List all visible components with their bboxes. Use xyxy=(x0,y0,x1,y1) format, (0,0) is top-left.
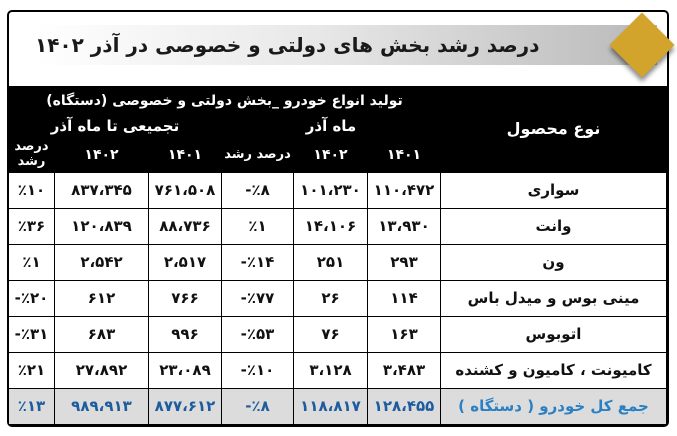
month-1401-cell: ۲۹۳ xyxy=(390,253,418,271)
product-cell: کامیونت ، کامیون و کشنده xyxy=(441,352,667,388)
table-header xyxy=(8,86,666,172)
page-frame xyxy=(7,10,669,427)
month-growth-cell: -٪۸ xyxy=(245,181,270,199)
col-header-month-growth: درصد رشد xyxy=(222,139,294,172)
table-row xyxy=(8,172,666,208)
table-row xyxy=(8,208,666,244)
table-body xyxy=(8,172,666,424)
title-bar xyxy=(35,25,657,65)
month-1401-cell: ۱۱۴ xyxy=(390,289,418,307)
table-row xyxy=(8,280,666,316)
total-month-1401-cell: ۱۲۸،۴۵۵ xyxy=(373,397,435,415)
cum-growth-cell: ٪۱۰ xyxy=(17,181,46,199)
month-1401-cell: ۱۳،۹۳۰ xyxy=(378,217,430,235)
cum-1401-cell: ۹۹۶ xyxy=(171,325,199,343)
month-growth-cell: -٪۱۰ xyxy=(240,361,275,379)
product-cell: سواری xyxy=(441,172,667,208)
cum-growth-cell: ٪۱ xyxy=(22,253,41,271)
cum-1401-cell: ۷۶۶ xyxy=(171,289,199,307)
cum-1402-cell: ۸۳۷،۳۴۵ xyxy=(71,181,132,199)
month-growth-cell: -٪۱۴ xyxy=(240,253,275,271)
total-cum-1401-cell: ۸۷۷،۶۱۲ xyxy=(154,397,216,415)
cum-1402-cell: ۶۸۳ xyxy=(87,325,116,343)
month-1402-cell: ۳،۱۲۸ xyxy=(309,361,352,379)
total-month-1402-cell: ۱۱۸،۸۱۷ xyxy=(300,397,361,415)
total-cum-growth-cell: ٪۱۳ xyxy=(17,397,46,415)
col-header-month-1402: ۱۴۰۲ xyxy=(313,147,348,164)
production-table xyxy=(8,86,667,425)
table-row xyxy=(8,244,666,280)
diamond-icon xyxy=(609,12,674,77)
product-cell: مینی بوس و میدل باس xyxy=(441,280,667,316)
month-1402-cell: ۱۰۱،۲۳۰ xyxy=(300,181,361,199)
cum-1401-cell: ۷۶۱،۵۰۸ xyxy=(154,181,216,199)
col-header-cum-1402: ۱۴۰۲ xyxy=(84,147,119,164)
table-row xyxy=(8,316,666,352)
page-title: درصد رشد بخش های دولتی و خصوصی در آذر ۱۴۰۲ xyxy=(35,33,540,57)
cum-growth-cell: ٪۳۶ xyxy=(17,217,46,235)
table-top-header: تولید انواع خودرو _بخش دولتی و خصوصی (دستگاه) xyxy=(8,86,440,112)
col-header-product: نوع محصول xyxy=(441,86,667,172)
cum-1401-cell: ۲،۵۱۷ xyxy=(163,253,207,271)
cum-growth-cell: -٪۳۱ xyxy=(14,325,49,343)
group-header-cumulative: تجمیعی تا ماه آذر xyxy=(8,112,221,139)
col-header-month-1401: ۱۴۰۱ xyxy=(386,147,422,164)
month-1402-cell: ۲۵۱ xyxy=(316,253,345,271)
col-header-cum-1401: ۱۴۰۱ xyxy=(167,147,203,164)
month-1401-cell: ۱۱۰،۴۷۲ xyxy=(373,181,435,199)
product-cell: اتوبوس xyxy=(441,316,667,352)
total-month-growth-cell: -٪۸ xyxy=(245,397,270,415)
month-1402-cell: ۱۴،۱۰۶ xyxy=(304,217,357,235)
table-row xyxy=(8,352,666,388)
total-row xyxy=(8,388,666,424)
cum-1402-cell: ۲،۵۴۲ xyxy=(80,253,123,271)
month-growth-cell: -٪۷۷ xyxy=(240,289,275,307)
cum-growth-cell: -٪۲۰ xyxy=(14,289,49,307)
col-header-cum-growth: درصد رشد xyxy=(8,139,54,172)
total-cum-1402-cell: ۹۸۹،۹۱۳ xyxy=(71,397,132,415)
month-1401-cell: ۱۶۳ xyxy=(390,325,418,343)
product-cell: وانت xyxy=(441,208,667,244)
cum-growth-cell: ٪۲۱ xyxy=(17,361,46,379)
cum-1402-cell: ۲۷،۸۹۲ xyxy=(75,361,128,379)
month-growth-cell: -٪۵۳ xyxy=(240,325,275,343)
month-1402-cell: ۷۶ xyxy=(321,325,340,343)
cum-1401-cell: ۲۳،۰۸۹ xyxy=(159,361,211,379)
month-growth-cell: ٪۱ xyxy=(248,217,267,235)
total-product-cell: جمع کل خودرو ( دستگاه ) xyxy=(441,388,667,424)
cum-1402-cell: ۶۱۲ xyxy=(87,289,116,307)
product-cell: ون xyxy=(441,244,667,280)
month-1401-cell: ۳،۴۸۳ xyxy=(382,361,426,379)
cum-1401-cell: ۸۸،۷۳۶ xyxy=(159,217,211,235)
month-1402-cell: ۲۶ xyxy=(321,289,340,307)
group-header-month: ماه آذر xyxy=(222,112,441,139)
cum-1402-cell: ۱۲۰،۸۳۹ xyxy=(71,217,132,235)
